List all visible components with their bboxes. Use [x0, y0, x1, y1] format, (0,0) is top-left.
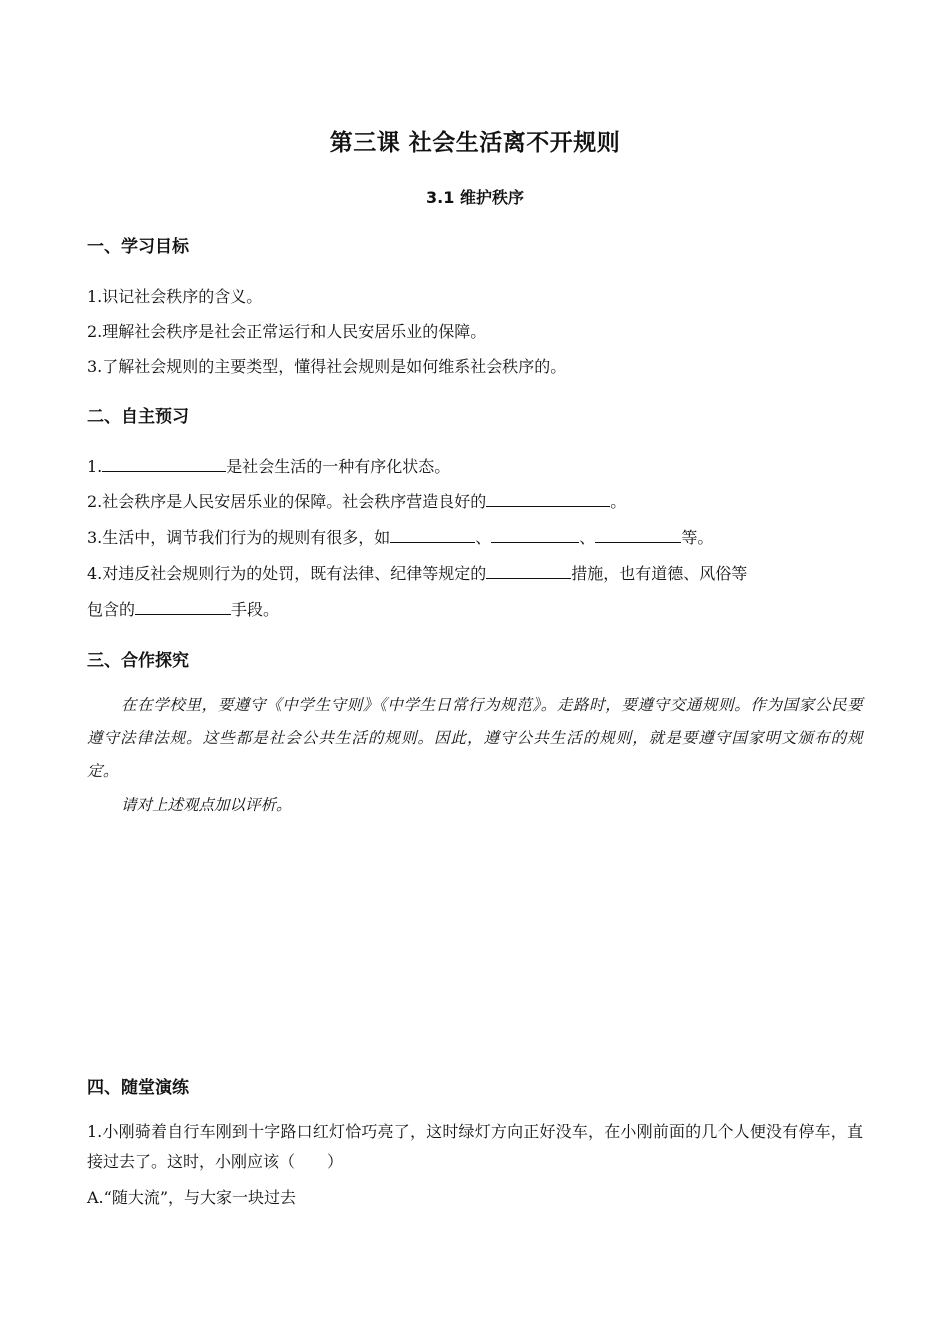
fill-blank[interactable] — [486, 561, 571, 579]
section-heading-objectives: 一、学习目标 — [87, 237, 189, 257]
question-text: 等。 — [681, 528, 714, 547]
lesson-title: 第三课 社会生活离不开规则 — [329, 130, 621, 156]
question-text: 是社会生活的一种有序化状态。 — [226, 457, 451, 476]
preview-question-4-line-2 — [87, 597, 279, 620]
question-number: 1. — [87, 457, 103, 476]
section-heading-inquiry: 三、合作探究 — [87, 651, 189, 671]
question-text: 措施，也有道德、风俗等 — [571, 564, 748, 583]
question-text: 包含的 — [87, 600, 136, 619]
objective-item: 1.识记社会秩序的含义。 — [87, 287, 263, 306]
preview-question-2 — [87, 489, 626, 512]
practice-question-1: 1.小刚骑着自行车刚到十字路口红灯恰巧亮了，这时绿灯方向正好没车，在小刚前面的几个人便没有停车，直接过去了。这时，小刚应该（ ） — [87, 1122, 863, 1171]
preview-question-4 — [87, 561, 747, 584]
fill-blank[interactable] — [390, 525, 475, 543]
practice-option-a: A.“随大流”，与大家一块过去 — [87, 1188, 297, 1207]
separator: 、 — [475, 528, 492, 547]
section-heading-preview: 二、自主预习 — [87, 407, 189, 427]
objective-item: 3.了解社会规则的主要类型，懂得社会规则是如何维系社会秩序的。 — [87, 357, 567, 376]
separator: 、 — [579, 528, 596, 547]
preview-question-1 — [87, 454, 450, 477]
question-text: 手段。 — [231, 600, 280, 619]
fill-blank[interactable] — [102, 454, 226, 472]
section-heading-practice: 四、随堂演练 — [87, 1078, 189, 1098]
inquiry-prompt: 请对上述观点加以评析。 — [121, 796, 292, 814]
fill-blank[interactable] — [135, 597, 231, 615]
fill-blank[interactable] — [595, 525, 681, 543]
inquiry-paragraph: 在在学校里，要遵守《中学生守则》《中学生日常行为规范》。走路时，要遵守交通规则。作为国家公民要遵守法律法规。这些都是社会公共生活的规则。因此，遵守公共生活的规则，就是要遵守国家明文颁布的规定。 — [87, 696, 863, 780]
question-text: 3.生活中，调节我们行为的规则有很多，如 — [87, 528, 391, 547]
objective-item: 2.理解社会秩序是社会正常运行和人民安居乐业的保障。 — [87, 322, 487, 341]
question-text: 。 — [610, 492, 627, 511]
fill-blank[interactable] — [491, 525, 579, 543]
fill-blank[interactable] — [486, 489, 610, 507]
question-text: 2.社会秩序是人民安居乐业的保障。社会秩序营造良好的 — [87, 492, 487, 511]
lesson-subtitle: 3.1 维护秩序 — [426, 188, 524, 207]
preview-question-3 — [87, 525, 713, 548]
question-text: 4.对违反社会规则行为的处罚，既有法律、纪律等规定的 — [87, 564, 487, 583]
